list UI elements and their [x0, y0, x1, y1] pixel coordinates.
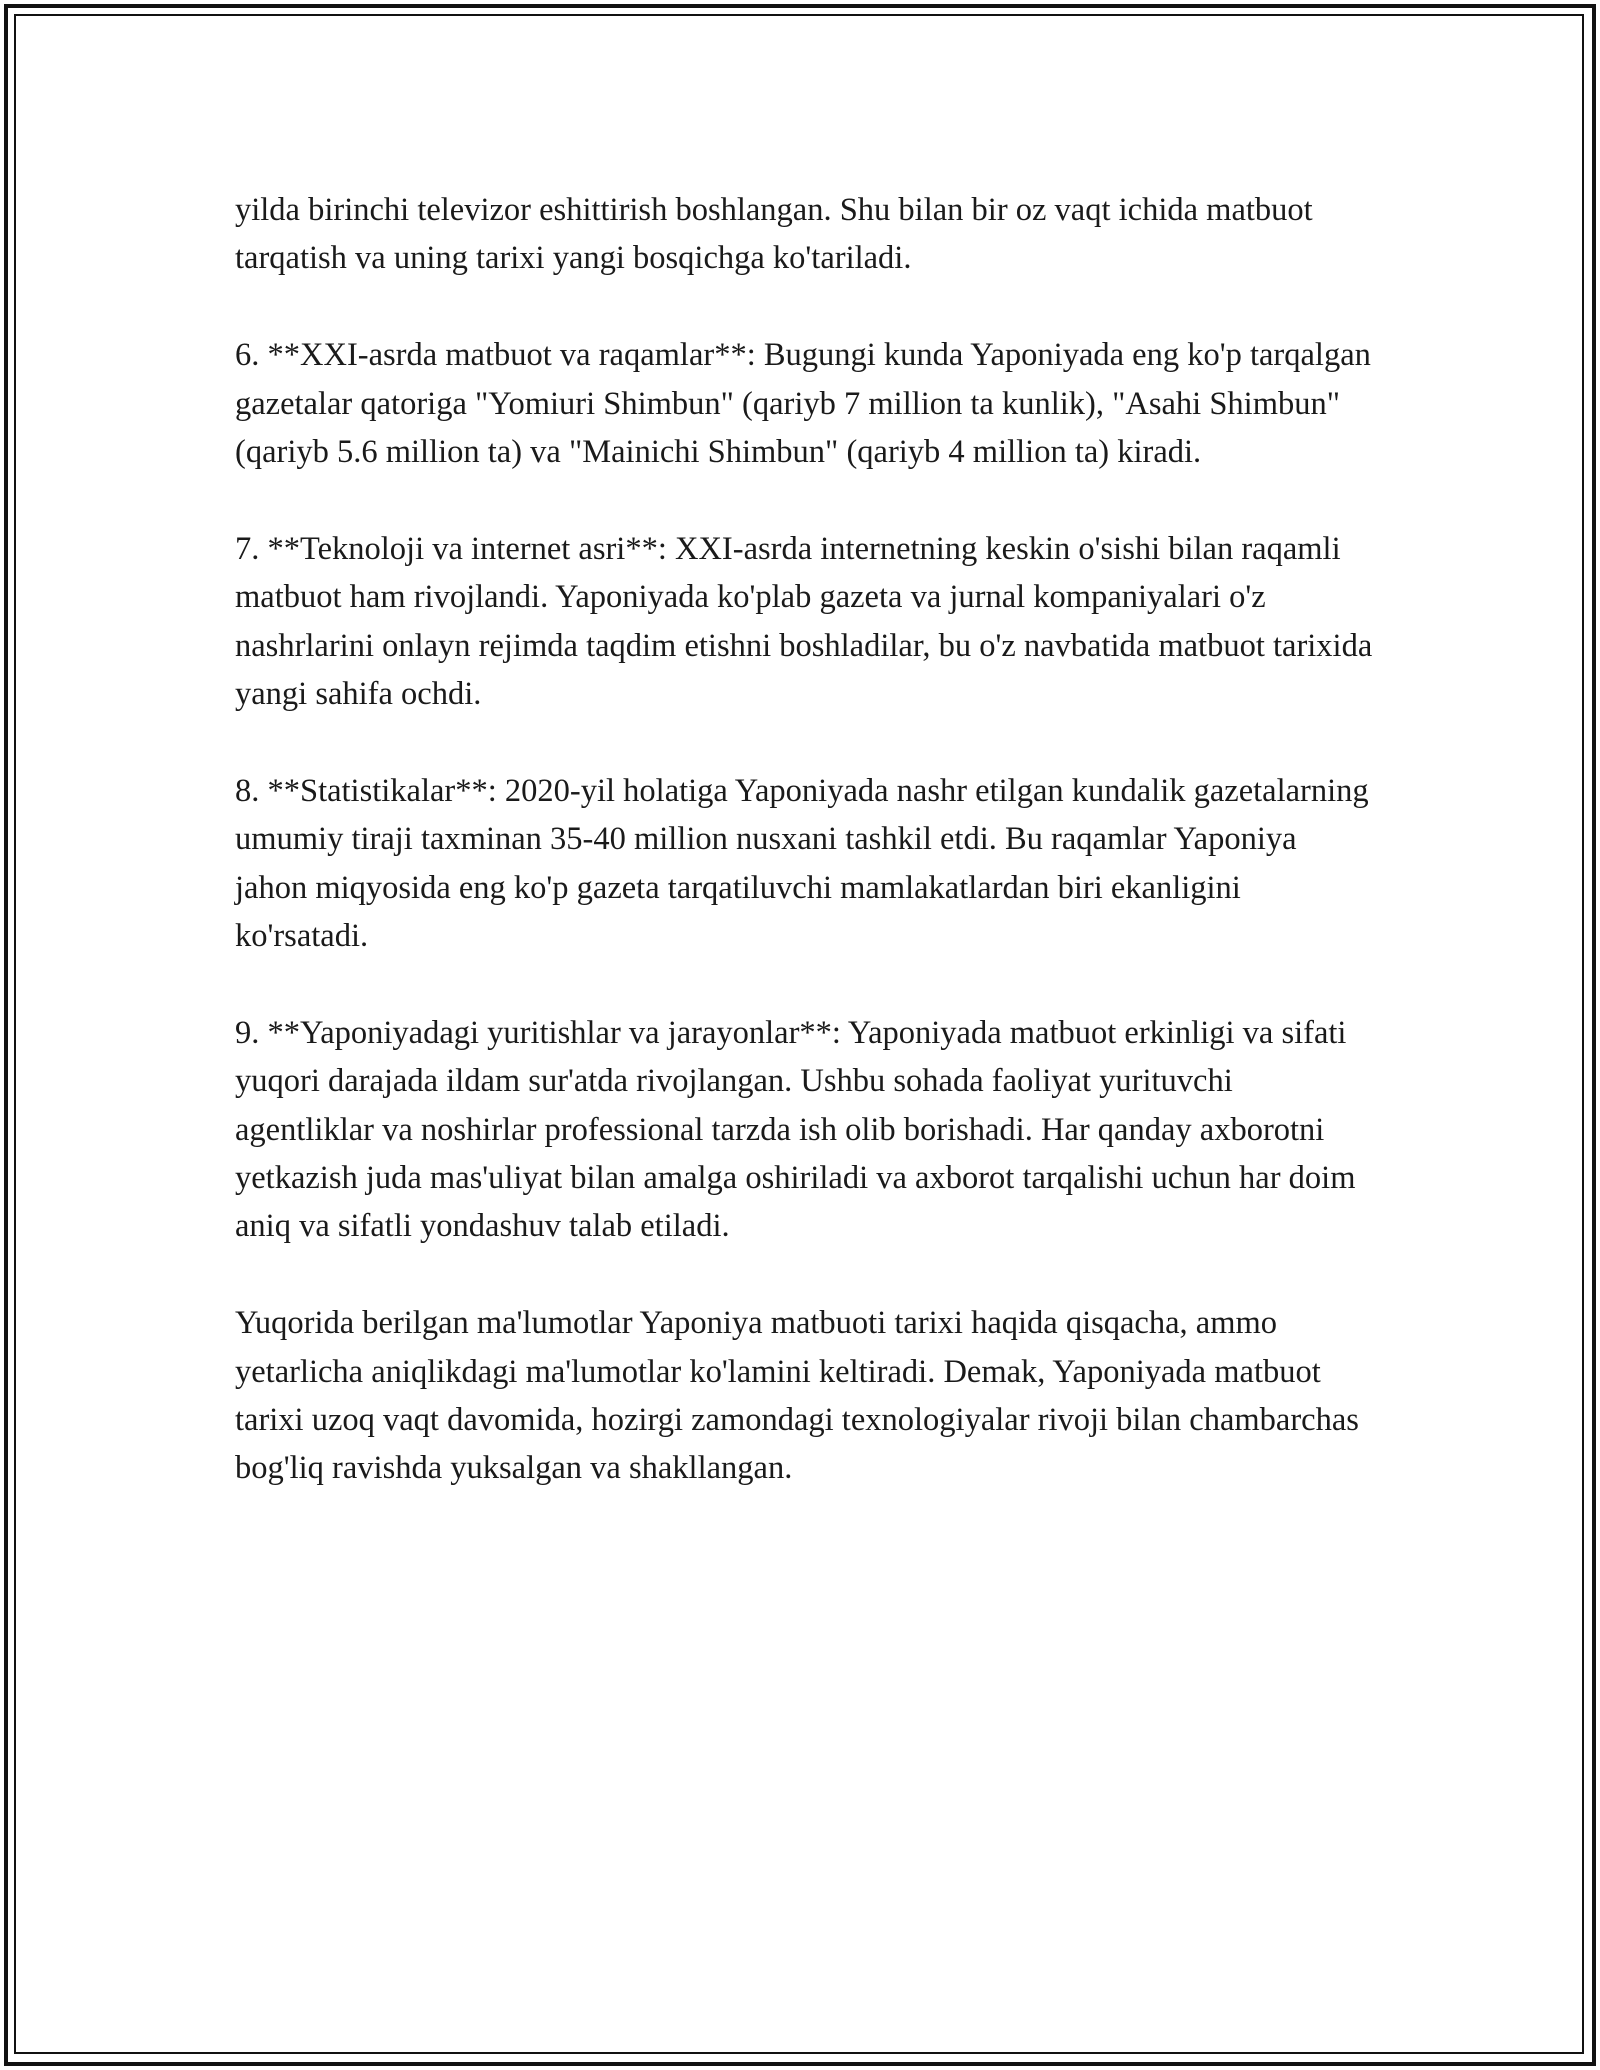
paragraph-technology-internet: 7. **Teknoloji va internet asri**: XXI-asrda internetning keskin o'sishi bilan raqamli matbuot ham rivojlandi. Yaponiyada ko'plab gazeta va jurnal kompaniyalari o'z nashrlarini onlayn rejimda taqdim etishni boshladilar, bu o'z navbatida matbuot tarixida yangi sahifa ochdi.: [235, 530, 1373, 713]
paragraph-tv-broadcast: yilda birinchi televizor eshittirish boshlangan. Shu bilan bir oz vaqt ichida matbuot tarqatish va uning tarixi yangi bosqichga ko'tariladi.: [235, 192, 1313, 277]
paragraph-conclusion: Yuqorida berilgan ma'lumotlar Yaponiya matbuoti tarixi haqida qisqacha, ammo yetarlicha aniqlikdagi ma'lumotlar ko'lamini keltiradi. Demak, Yaponiyada matbuot tarixi uzoq vaqt davomida, hozirgi zamondagi texnologiyalar rivoji bilan chambarchas bog'liq ravishda yuksalgan va shakllangan.: [235, 1305, 1359, 1487]
paragraph-statistics: 8. **Statistikalar**: 2020-yil holatiga Yaponiyada nashr etilgan kundalik gazetalarning umumiy tiraji taxminan 35-40 million nusxani tashkil etdi. Bu raqamlar Yaponiya jahon miqyosida eng ko'p gazeta tarqatiluvchi mamlakatlardan biri ekanligini ko'rsatadi.: [235, 772, 1369, 955]
paragraph-xxi-century-press: 6. **XXI-asrda matbuot va raqamlar**: Bugungi kunda Yaponiyada eng ko'p tarqalgan gazetalar qatoriga "Yomiuri Shimbun" (qariyb 7 million ta kunlik), "Asahi Shimbun" (qariyb 5.6 million ta) va "Mainichi Shimbun" (qariyb 4 million ta) kiradi.: [235, 337, 1371, 471]
paragraph-processes: 9. **Yaponiyadagi yuritishlar va jarayonlar**: Yaponiyada matbuot erkinligi va sifati yuqori darajada ildam sur'atda rivojlangan. Ushbu sohada faoliyat yurituvchi agentliklar va noshirlar professional tarzda ish olib borishadi. Har qanday axborotni yetkazish juda mas'uliyat bilan amalga oshiriladi va axborot tarqalishi uchun har doim aniq va sifatli yondashuv talab etiladi.: [235, 1014, 1356, 1245]
document-body: [235, 186, 1375, 1541]
